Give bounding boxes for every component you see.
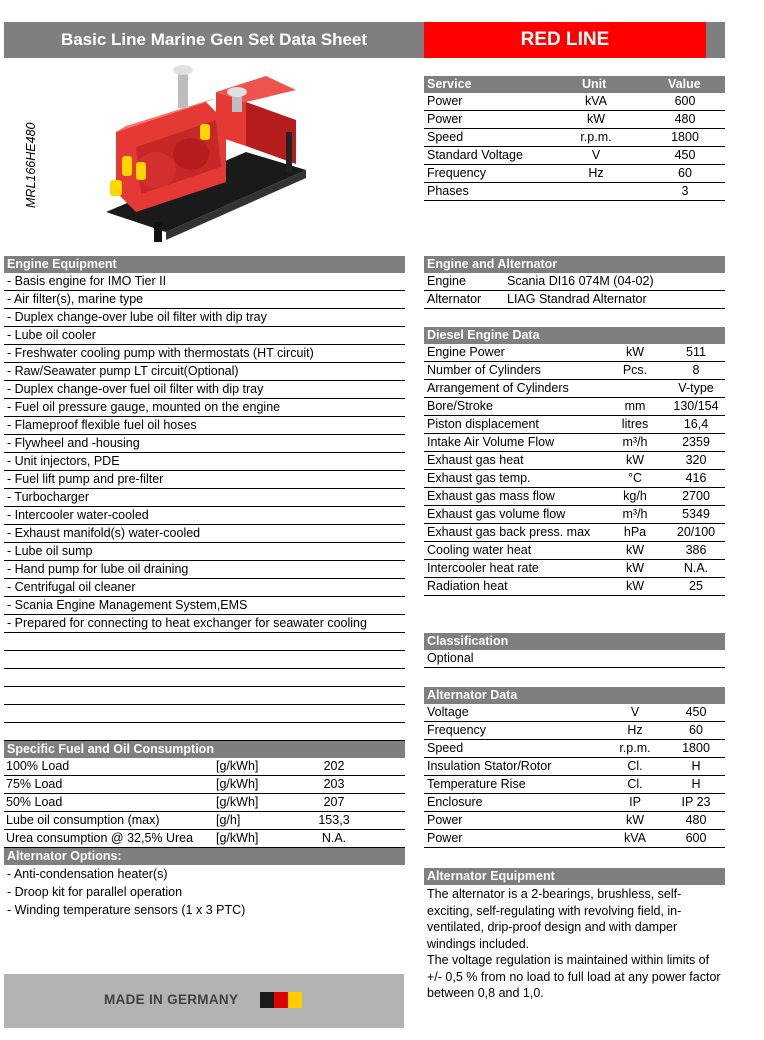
diesel-engine-row-cell: Exhaust gas back press. max xyxy=(427,525,591,539)
fuel-row-cell: 100% Load xyxy=(6,759,70,773)
service-table xyxy=(424,76,725,201)
service-row xyxy=(424,93,725,111)
alternator-equipment-text-1: The alternator is a 2-bearings, brushless, self-exciting, self-regulating with revolving field, in-ventilated, drip-proof design and with damper windings included. xyxy=(427,887,682,951)
service-row-cell: Standard Voltage xyxy=(427,148,523,162)
service-row xyxy=(424,147,725,165)
engine-equipment-item: - Flywheel and -housing xyxy=(4,435,405,453)
made-in-label: MADE IN GERMANY xyxy=(104,992,239,1007)
diesel-engine-row-cell: Exhaust gas volume flow xyxy=(427,507,566,521)
diesel-engine-row-cell: Pcs. xyxy=(622,363,648,377)
alternator-data-row-cell: H xyxy=(691,777,701,791)
alternator-data-row-cell: 600 xyxy=(685,831,707,845)
diesel-engine-row xyxy=(424,560,725,578)
diesel-engine-row-cell: 2359 xyxy=(682,435,710,449)
alternator-data-row-cell: kVA xyxy=(624,831,646,845)
engine-equipment-item: - Fuel oil pressure gauge, mounted on the engine xyxy=(4,399,405,417)
engine-equipment-item: - Exhaust manifold(s) water-cooled xyxy=(4,525,405,543)
fuel-row-cell: Urea consumption @ 32,5% Urea xyxy=(6,831,194,845)
flag-stripe-gold xyxy=(288,992,302,1008)
diesel-engine-row-cell: 5349 xyxy=(682,507,710,521)
fuel-row xyxy=(4,794,405,812)
diesel-engine-row-cell: hPa xyxy=(623,525,647,539)
diesel-engine-row xyxy=(424,578,725,596)
engine-alternator-section xyxy=(424,256,725,309)
generator-set-image xyxy=(96,62,316,244)
engine-equipment-item: - Turbocharger xyxy=(4,489,405,507)
alternator-option-item: - Droop kit for parallel operation xyxy=(7,885,183,899)
diesel-engine-row-cell: 2700 xyxy=(682,489,710,503)
diesel-engine-row-cell: 511 xyxy=(686,345,706,359)
fuel-row-cell: N.A. xyxy=(321,831,347,845)
service-row xyxy=(424,129,725,147)
flag-stripe-black xyxy=(260,992,274,1008)
diesel-engine-row-cell: Intake Air Volume Flow xyxy=(427,435,555,449)
diesel-engine-row-cell: °C xyxy=(627,471,643,485)
engine-equipment-item: - Centrifugal oil cleaner xyxy=(4,579,405,597)
diesel-engine-row-cell: 16,4 xyxy=(683,417,709,431)
diesel-engine-row-cell: Bore/Stroke xyxy=(427,399,494,413)
engine-alternator-row-cell: Alternator xyxy=(427,292,482,306)
alternator-option-item: - Anti-condensation heater(s) xyxy=(7,867,168,881)
engine-equipment-item: - Flameproof flexible fuel oil hoses xyxy=(4,417,405,435)
engine-equipment-item: - Fuel lift pump and pre-filter xyxy=(4,471,405,489)
engine-equipment-item: - Air filter(s), marine type xyxy=(4,291,405,309)
engine-equipment-item: - Duplex change-over lube oil filter with dip tray xyxy=(4,309,405,327)
service-row-cell: Speed xyxy=(427,130,464,144)
alternator-data-row-cell: Power xyxy=(427,831,463,845)
alternator-data-row-cell: H xyxy=(691,759,701,773)
alternator-data-row xyxy=(424,794,725,812)
diesel-engine-row xyxy=(424,398,725,416)
service-row-cell: Hz xyxy=(588,166,604,180)
diesel-engine-row-cell: Arrangement of Cylinders xyxy=(427,381,569,395)
fuel-row xyxy=(4,812,405,830)
alternator-equipment-title: Alternator Equipment xyxy=(424,868,725,885)
engine-alternator-row-cell: Engine xyxy=(427,274,466,288)
service-row-cell: kW xyxy=(586,112,606,126)
diesel-engine-row-cell: Number of Cylinders xyxy=(427,363,541,377)
diesel-engine-row-cell: kW xyxy=(625,543,645,557)
blank-row xyxy=(4,723,405,741)
service-row xyxy=(424,111,725,129)
diesel-engine-row-cell: Intercooler heat rate xyxy=(427,561,539,575)
diesel-engine-row xyxy=(424,506,725,524)
diesel-engine-row-cell: 8 xyxy=(692,363,700,377)
alternator-data-row-cell: Cl. xyxy=(627,759,643,773)
alternator-data-row-cell: 1800 xyxy=(682,741,710,755)
classification-section xyxy=(424,633,725,668)
fuel-row xyxy=(4,758,405,776)
engine-equipment-section xyxy=(4,256,405,741)
diesel-engine-row-cell: Exhaust gas heat xyxy=(427,453,524,467)
diesel-engine-row xyxy=(424,524,725,542)
fuel-row-cell: [g/kWh] xyxy=(216,759,259,773)
blank-row xyxy=(4,705,405,723)
alternator-data-row-cell: IP 23 xyxy=(681,795,711,809)
fuel-row-cell: 75% Load xyxy=(6,777,63,791)
fuel-row-cell: Lube oil consumption (max) xyxy=(6,813,160,827)
service-row-cell: 480 xyxy=(674,112,696,126)
alternator-data-section xyxy=(424,687,725,848)
blank-row xyxy=(4,687,405,705)
service-row-cell: r.p.m. xyxy=(580,130,612,144)
engine-equipment-item: - Freshwater cooling pump with thermostats (HT circuit) xyxy=(4,345,405,363)
fuel-row-cell: 207 xyxy=(323,795,345,809)
diesel-engine-row-cell: V-type xyxy=(678,381,714,395)
diesel-engine-title: Diesel Engine Data xyxy=(424,327,725,344)
alternator-data-row xyxy=(424,722,725,740)
alternator-data-row-cell: Cl. xyxy=(627,777,643,791)
alternator-data-row-cell: Enclosure xyxy=(427,795,483,809)
alternator-data-row xyxy=(424,776,725,794)
diesel-engine-row-cell: Exhaust gas mass flow xyxy=(427,489,555,503)
service-row xyxy=(424,183,725,201)
fuel-row-cell: [g/kWh] xyxy=(216,831,259,845)
diesel-engine-row-cell: kW xyxy=(625,453,645,467)
diesel-engine-row-cell: mm xyxy=(624,399,646,413)
service-table-header: Service Unit Value xyxy=(424,76,725,93)
diesel-engine-section xyxy=(424,327,725,596)
service-row-cell: 3 xyxy=(681,184,689,198)
classification-value: Optional xyxy=(424,650,725,668)
alternator-data-row-cell: V xyxy=(630,705,640,719)
alternator-data-row-cell: Speed xyxy=(427,741,464,755)
alternator-data-row-cell: kW xyxy=(625,813,645,827)
fuel-row-cell: [g/kWh] xyxy=(216,777,259,791)
alternator-data-row-cell: 60 xyxy=(689,723,703,737)
alternator-equipment-section xyxy=(424,868,725,1002)
engine-equipment-item: - Prepared for connecting to heat exchanger for seawater cooling xyxy=(4,615,405,633)
diesel-engine-row-cell: 386 xyxy=(685,543,707,557)
service-row-cell: 600 xyxy=(674,94,696,108)
engine-alternator-title: Engine and Alternator xyxy=(424,256,725,273)
product-line-badge: RED LINE xyxy=(424,22,706,58)
alternator-data-row-cell: 480 xyxy=(685,813,707,827)
diesel-engine-row-cell: 25 xyxy=(689,579,703,593)
alternator-options-title: Alternator Options: xyxy=(4,848,405,865)
engine-equipment-item: - Scania Engine Management System,EMS xyxy=(4,597,405,615)
engine-alternator-row-cell: Scania DI16 074M (04-02) xyxy=(507,274,654,288)
diesel-engine-row xyxy=(424,488,725,506)
fuel-row-cell: [g/kWh] xyxy=(216,795,259,809)
diesel-engine-row-cell: Exhaust gas temp. xyxy=(427,471,531,485)
alternator-data-row-cell: IP xyxy=(629,795,641,809)
service-row-cell: 450 xyxy=(674,148,696,162)
flag-stripe-red xyxy=(274,992,288,1008)
made-in-germany-banner xyxy=(4,974,404,1028)
blank-row xyxy=(4,633,405,651)
diesel-engine-row-cell: 20/100 xyxy=(676,525,716,539)
alternator-data-row xyxy=(424,830,725,848)
service-row xyxy=(424,165,725,183)
service-row-cell: V xyxy=(591,148,601,162)
service-row-cell: Power xyxy=(427,112,463,126)
diesel-engine-row xyxy=(424,380,725,398)
alternator-data-row-cell: r.p.m. xyxy=(619,741,651,755)
diesel-engine-row-cell: litres xyxy=(621,417,649,431)
diesel-engine-row-cell: kW xyxy=(625,579,645,593)
alternator-data-row xyxy=(424,740,725,758)
alternator-data-row xyxy=(424,704,725,722)
engine-equipment-item: - Intercooler water-cooled xyxy=(4,507,405,525)
fuel-row xyxy=(4,830,405,848)
alternator-data-row-cell: Voltage xyxy=(427,705,469,719)
diesel-engine-row-cell: kW xyxy=(625,345,645,359)
alternator-equipment-text-2: The voltage regulation is maintained within limits of +/- 0,5 % from no load to full load at any power factor between 0,8 and 1,0. xyxy=(427,953,721,1000)
diesel-engine-row xyxy=(424,470,725,488)
engine-alternator-row xyxy=(424,273,725,291)
diesel-engine-row-cell: Cooling water heat xyxy=(427,543,532,557)
fuel-row-cell: 50% Load xyxy=(6,795,63,809)
alternator-option-item: - Winding temperature sensors (1 x 3 PTC) xyxy=(7,903,246,917)
fuel-row-cell: [g/h] xyxy=(216,813,241,827)
classification-title: Classification xyxy=(424,633,725,650)
diesel-engine-row-cell: m³/h xyxy=(622,507,648,521)
diesel-engine-row-cell: Radiation heat xyxy=(427,579,508,593)
diesel-engine-row-cell: Engine Power xyxy=(427,345,505,359)
alternator-data-row-cell: Frequency xyxy=(427,723,487,737)
alternator-data-row-cell: Insulation Stator/Rotor xyxy=(427,759,552,773)
alternator-data-title: Alternator Data xyxy=(424,687,725,704)
blank-row xyxy=(4,669,405,687)
alternator-data-row xyxy=(424,758,725,776)
service-row-cell: Phases xyxy=(427,184,469,198)
alternator-data-row xyxy=(424,812,725,830)
diesel-engine-row-cell: m³/h xyxy=(622,435,648,449)
blank-row xyxy=(4,651,405,669)
fuel-row-cell: 203 xyxy=(323,777,345,791)
diesel-engine-row-cell: kg/h xyxy=(623,489,647,503)
alternator-data-row-cell: Power xyxy=(427,813,463,827)
diesel-engine-row xyxy=(424,434,725,452)
engine-equipment-item: - Lube oil sump xyxy=(4,543,405,561)
diesel-engine-row xyxy=(424,416,725,434)
diesel-engine-row-cell: kW xyxy=(625,561,645,575)
service-row-cell: Power xyxy=(427,94,463,108)
fuel-row xyxy=(4,776,405,794)
engine-equipment-item: - Raw/Seawater pump LT circuit(Optional) xyxy=(4,363,405,381)
diesel-engine-row xyxy=(424,344,725,362)
diesel-engine-row-cell: 416 xyxy=(685,471,707,485)
model-code: MRL166HE480 xyxy=(24,122,38,208)
service-row-cell: kVA xyxy=(585,94,607,108)
diesel-engine-row-cell: N.A. xyxy=(683,561,709,575)
alternator-data-row-cell: 450 xyxy=(685,705,707,719)
fuel-consumption-title: Specific Fuel and Oil Consumption xyxy=(4,741,405,758)
engine-equipment-item: - Basis engine for IMO Tier II xyxy=(4,273,405,291)
engine-equipment-item: - Lube oil cooler xyxy=(4,327,405,345)
sheet-title: Basic Line Marine Gen Set Data Sheet xyxy=(4,22,424,58)
engine-equipment-title: Engine Equipment xyxy=(4,256,405,273)
service-row-cell: 60 xyxy=(678,166,692,180)
engine-equipment-item: - Duplex change-over fuel oil filter with dip tray xyxy=(4,381,405,399)
diesel-engine-row xyxy=(424,542,725,560)
diesel-engine-row xyxy=(424,452,725,470)
engine-equipment-item: - Hand pump for lube oil draining xyxy=(4,561,405,579)
engine-alternator-row-cell: LIAG Standrad Alternator xyxy=(507,292,647,306)
alternator-data-row-cell: Temperature Rise xyxy=(427,777,526,791)
engine-alternator-row xyxy=(424,291,725,309)
diesel-engine-row xyxy=(424,362,725,380)
fuel-row-cell: 202 xyxy=(323,759,345,773)
diesel-engine-row-cell: 130/154 xyxy=(673,399,719,413)
service-row-cell: 1800 xyxy=(671,130,699,144)
diesel-engine-row-cell: Piston displacement xyxy=(427,417,539,431)
engine-equipment-item: - Unit injectors, PDE xyxy=(4,453,405,471)
diesel-engine-row-cell: 320 xyxy=(685,453,707,467)
service-row-cell: Frequency xyxy=(427,166,487,180)
header-tail xyxy=(706,22,725,58)
alternator-data-row-cell: Hz xyxy=(627,723,643,737)
fuel-row-cell: 153,3 xyxy=(318,813,350,827)
fuel-consumption-section xyxy=(4,741,405,920)
